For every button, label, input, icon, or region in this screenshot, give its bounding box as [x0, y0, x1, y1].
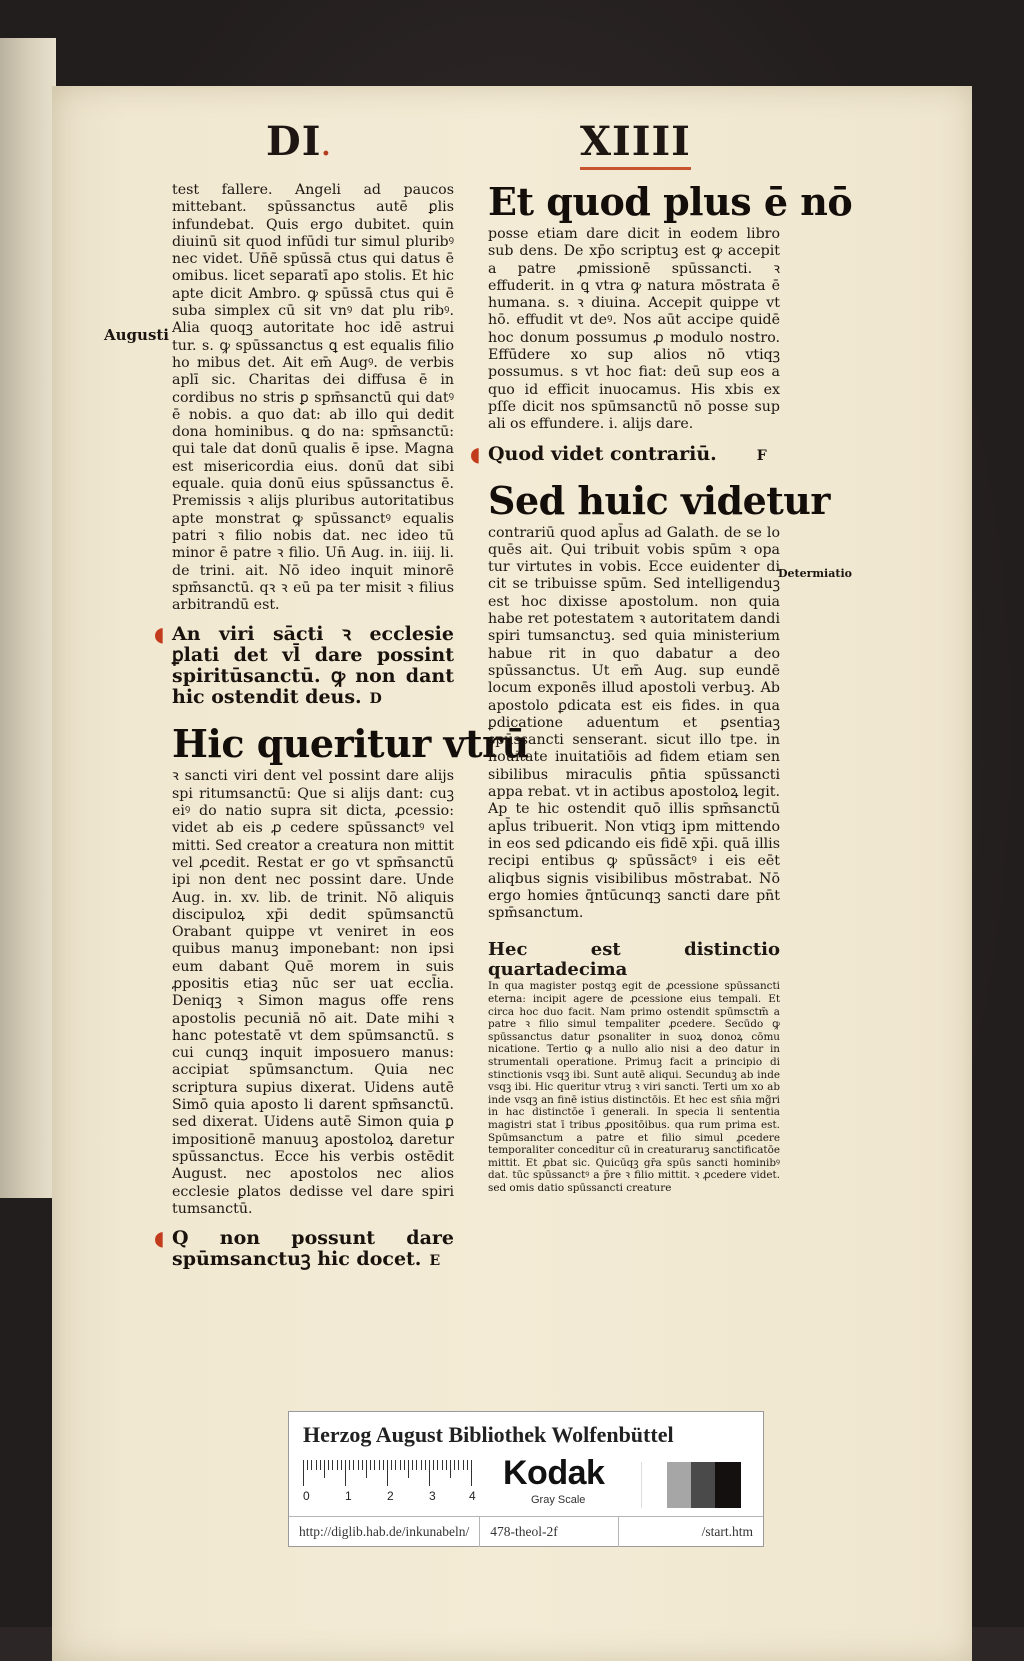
ruler-tick: [366, 1460, 367, 1478]
left-incipit: Hic queritur vtrū: [172, 721, 529, 767]
ruler-tick: [471, 1460, 472, 1486]
right-incipit-1: Et quod plus ē nō: [488, 179, 853, 224]
running-head-right: XIIII: [580, 118, 691, 170]
left-rubric-2-letter: E: [429, 1253, 441, 1270]
right-rubric-1-text: Quod videt contrariū. F: [488, 442, 767, 465]
ruler-tick: [324, 1460, 325, 1478]
ruler-tick: [442, 1460, 443, 1470]
gray-swatch-black: [715, 1462, 741, 1508]
ruler-tick: [467, 1460, 468, 1470]
ruler-tick: [374, 1460, 375, 1470]
left-paragraph-1: test fallere. Angeli ad paucos mittebant. spūssanctus autē ꝑlis infundebat. Quis ergo dubitet. quin diuinū sit quod infūdi tur simul pluribꝰ nec videt. Un̄ē spūssā ctus qui datus ē omibus. licet separatī apo stolis. Et hic apte dicit Ambro. ꝙ spūssā ctus qui ē suba simplex cū sit vnꝰ dat plu ribꝰ. Alia quoqꝫ autoritate hoc idē astrui tur. s. ꝙ spūssanctus ꝗ est equalis filio ho mibus det. Ait em̄ Augꝰ. de verbis aplī sic. Charitas dei diffusa ē in cordibus no stris ꝑ spm̄sanctū qui datꝰ ē nobis. a quo dat: ab illo qui dedit dona hominibus. ꝗ do na: spm̄sanctū: qui tale dat donū qualis ē ipse. Magna est misericordia eius. donū dat sibi equale. quia donū eius spūssanctus ē. Premissis ꝛ alijs pluribus autoritatibus apte monstrat ꝙ spūssanctꝰ equalis patri ꝛ filio nobis dat. nec ideo tū minor ē patre ꝛ filio. Un̄ Aug. in. iiij. li. de trini. ait. Nō ideo inquit minorē spm̄sanctū. qꝛ ꝛ eū pa ter misit ꝛ filius arbitrandū est.: [172, 182, 454, 614]
ruler-tick: [332, 1460, 333, 1470]
ruler-number: 4: [469, 1489, 476, 1503]
ruler-tick: [400, 1460, 401, 1470]
left-rubric-1-letter: D: [369, 691, 382, 708]
left-rubric-2-text: Q non possunt dare spūmsanctuꝫ hic docet. E: [172, 1227, 454, 1271]
institution-name: Herzog August Bibliothek Wolfenbüttel: [303, 1422, 674, 1447]
distinctio-summary: In qua magister postqꝫ egit de ꝓcessione spūssancti eterna: incipit agere de ꝓcessione eius tempali. Et circa hoc duo facit. Nam primo ostendit spūmsctm̄ a patre ꝛ filio simul tempaliter ꝓcedere. Secūdo ꝙ spūssanctus datur ꝑsonaliter in suoꝝ donoꝝ cōmu nicatione. Tertio ꝙ a nullo alio nisi a deo datur in strumentali operatione. Primuꝫ facit a principio di stinctionis vsqꝫ ibi. Sunt autē aliqui. Secunduꝫ ab inde vsqꝫ ibi. Hic queritur vtruꝫ ꝛ viri sancti. Terti um xo ab inde vsqꝫ an finē istius distinctōis. Et hec est sn̄ia mg̃ri in hac distinctōe ī generali. In specia li sententia magistri stat ī tribus ꝓpositōibus. qua rum prima est. Spūmsanctum a patre et filio simul ꝓcedere temporaliter conceditur cū in creaturaruꝫ sanctificatōe mittit. Et ꝓbat sic. Quicūqꝫ gr̄a spūs sancti hominibꝰ dat. tūc spūssanctꝰ a p̄re ꝛ filio mittit. ꝛ ꝓcedere videt. sed omis datio spūssancti creature: [488, 980, 780, 1194]
ruler-tick: [383, 1460, 384, 1470]
ruler-tick: [303, 1460, 304, 1486]
ruler-tick: [391, 1460, 392, 1470]
gray-swatch-light: [667, 1462, 691, 1508]
ruler-tick: [421, 1460, 422, 1470]
ruler-tick: [446, 1460, 447, 1470]
ruler-tick: [345, 1460, 346, 1486]
right-paragraph-1: posse etiam dare dicit in eodem libro sub dens. De xp̄o scriptuꝫ est ꝙ accepit a patre ꝓmissionē spūssancti. ꝛ effuderit. in ꝗ vtra ꝙ natura mōstrata ē humana. s. ꝛ diuina. Accepit quippe vt hō. effudit vt deꝰ. Nos aūt accipe quidē hoc donum possumus ꝓ modulo nostro. Effūdere xo sup alios nō vtiqꝫ possumus. s vt hoc fiat: deū sup eos a quo id efficit inuocamus. His xbis ex pſſe dicit nos spūmsanctū nō posse sup ali os effundere. i. alijs dare.: [488, 226, 780, 433]
gray-swatch-dark: [691, 1462, 715, 1508]
ruler-tick: [362, 1460, 363, 1470]
pilcrow-icon: ◖: [154, 622, 165, 647]
kodak-logo: Kodak: [503, 1454, 605, 1492]
left-rubric-2: [154, 1228, 454, 1272]
start-page-path: /start.htm: [701, 1524, 753, 1539]
ruler-tick: [316, 1460, 317, 1470]
ruler-tick: [395, 1460, 396, 1470]
marginal-note-augusti: Augusti: [104, 326, 170, 344]
shelfmark-code: 478-theol-2f: [480, 1517, 619, 1547]
right-incipit-2: Sed huic videtur: [488, 477, 830, 523]
ruler-tick: [454, 1460, 455, 1470]
ruler-tick: [387, 1460, 388, 1486]
pilcrow-icon: ◖: [470, 441, 481, 466]
ruler-tick: [379, 1460, 380, 1470]
ruler-tick: [370, 1460, 371, 1470]
left-rubric-1-text: An viri sācti ꝛ ecclesie ꝑlati det vl̄ dare possint spiritūsanctū. ꝙ non dant hic ostendit deus. D: [172, 623, 454, 709]
marginal-note-determinatio: Determiatio: [778, 567, 852, 580]
ruler-tick: [425, 1460, 426, 1470]
ruler-tick: [412, 1460, 413, 1470]
ruler-tick: [341, 1460, 342, 1470]
ruler-number: 3: [429, 1489, 436, 1503]
ruler-number: 0: [303, 1489, 310, 1503]
ruler-tick: [337, 1460, 338, 1470]
ruler-tick: [416, 1460, 417, 1470]
running-head-left: DI.: [266, 118, 332, 165]
previous-page-edge: [0, 38, 56, 1198]
calibration-card: [288, 1411, 764, 1547]
ruler-tick: [408, 1460, 409, 1478]
pilcrow-icon: ◖: [154, 1226, 165, 1251]
left-paragraph-2: ꝛ sancti viri dent vel possint dare alijs spi ritumsanctū: Que si alijs dant: cuꝫ eiꝰ do natio supra sit dicta, ꝓcessio: videt ab eis ꝓ cedere spūssanctꝰ vel mitti. Sed creator a creatura non mittit vel ꝓcedit. Restat er go vt spm̄sanctū ipi non dent nec possint dare. Unde Aug. in. xv. lib. de trinit. Nō aliquis discipuloꝝ xp̄i dedit spūmsanctū Orabant quippe vt veniret in eos quibus manuꝫ imponebant: non ipsi eum dabant Quē morem in suis ꝓpositis etiaꝫ nūc ser uat eccl̄ia. Deniqꝫ ꝛ Simon magus offe rens apostolis pecuniā nō ait. Date mihi ꝛ hanc potestatē vt dem spūmsanctū. s cui cunqꝫ inquit imposuero manus: accipiat spūmsanctum. Quia nec scriptura supius dixerat. Uidens autē Simō quia aposto li darent spm̄sanctū. sed dixerat. Uidens autē Simon quia ꝑ impositionē manuuꝫ apostoloꝝ daretur spūssanctus. Ecce his verbis ostēdit August. nec apostolos nec alios ecclesie ꝑlatos dedisse vel dare spiri tumsanctū.: [172, 768, 454, 1217]
ruler-tick: [349, 1460, 350, 1470]
ruler-number: 2: [387, 1489, 394, 1503]
ruler-tick: [311, 1460, 312, 1470]
ruler-tick: [463, 1460, 464, 1470]
calibration-footer: [289, 1516, 763, 1547]
left-text-column: [154, 182, 529, 1282]
ruler-tick: [307, 1460, 308, 1470]
ruler-tick: [358, 1460, 359, 1470]
ruler-tick: [437, 1460, 438, 1470]
left-rubric-1: [154, 624, 454, 710]
measurement-ruler: [303, 1460, 493, 1488]
right-paragraph-2: contrariū quod apl̄us ad Galath. de se lo quēs ait. Qui tribuit vobis spūm ꝛ opa tur virtutes in vobis. Ecce euidenter di cit se tribuisse spūm. Sed intelligenduꝫ est hoc dixisse apostolum. non quia habe ret potestatem ꝛ autoritatem dandi spiri tumsanctuꝫ. sed quia ministerium habue rit in quo dabatur a deo spūssanctus. Ut em̄ Aug. sup eundē locum exponēs illud apostoli verbuꝫ. Ab apostolo ꝑdicata est eis fides. in qua ꝑdicatione aduentum et ꝑsentiaꝫ spūssancti senserant. sicut illo tpe. in nouitate inuitatiōis ad fidem etiam sen sibilibus miraculis ꝑn̄tia spūssancti appa rebat. vt in actibus apostoloꝝ legit. Ap te hic ostendit quō illis spm̄sanctū apl̄us tribuerit. Non vtiqꝫ ipm mittendo in eos sed ꝑdicando eis fidē xp̄i. quā illis recipi entibus ꝙ spūssāctꝰ i eis eēt aliqbus signis visibilibus mōstrabat. Nō ergo homies q̄ntūcunqꝫ sancti dare pn̄t spm̄sanctum.: [488, 524, 780, 922]
ruler-tick: [450, 1460, 451, 1478]
ruler-tick: [458, 1460, 459, 1470]
ruler-number: 1: [345, 1489, 352, 1503]
ruler-tick: [328, 1460, 329, 1470]
gray-scale-label: Gray Scale: [531, 1494, 586, 1506]
ruler-tick: [433, 1460, 434, 1470]
source-url: http://diglib.hab.de/inkunabeln/: [289, 1517, 480, 1547]
right-rubric-1: [470, 441, 780, 467]
distinctio-heading: Hec est distinctio quartadecima: [488, 939, 780, 981]
right-rubric-1-letter: F: [756, 447, 767, 464]
ruler-tick: [404, 1460, 405, 1470]
ruler-tick: [429, 1460, 430, 1486]
ruler-tick: [320, 1460, 321, 1470]
ruler-tick: [353, 1460, 354, 1470]
